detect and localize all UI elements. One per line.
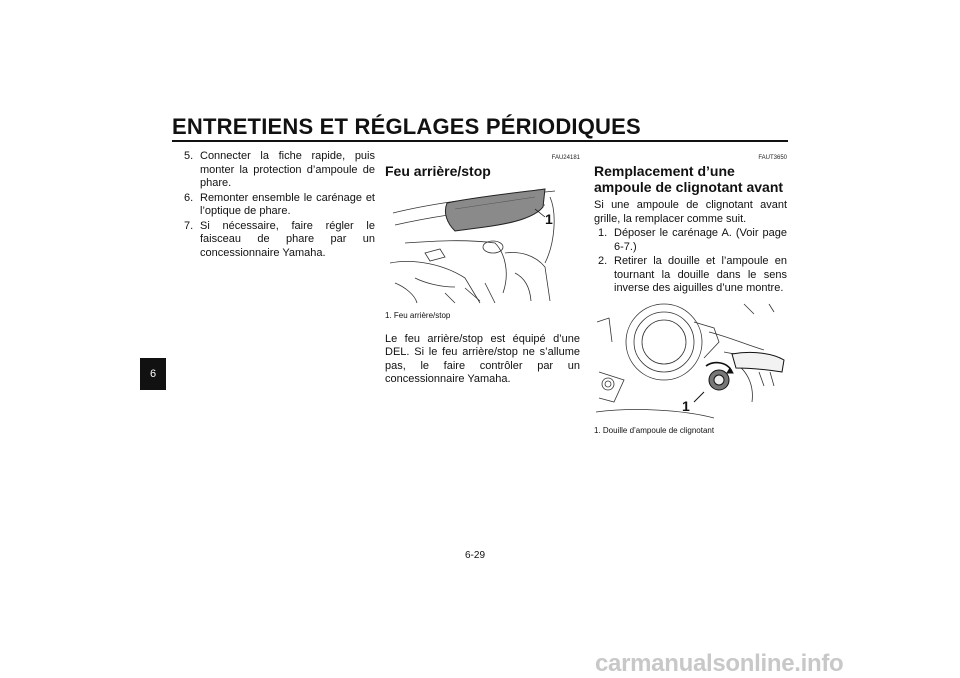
section-paragraph: Le feu arrière/stop est équipé d’une DEL. Si le feu arrière/stop ne s’allume pas, le faire contrôler par un concessionnaire Yamaha. (385, 332, 580, 385)
tail-light-illustration (385, 183, 580, 305)
figure-callout: 1 (545, 211, 553, 227)
list-item: 5. Connecter la fiche rapide, puis monter la protection d’ampoule de phare. (184, 150, 375, 189)
chapter-tab: 6 (140, 358, 166, 390)
section-intro: Si une ampoule de clignotant avant grille, la remplacer comme suit. (594, 199, 787, 225)
page-number: 6-29 (465, 550, 486, 561)
section-heading: Feu arrière/stop (385, 163, 491, 179)
tail-light-figure (385, 183, 580, 305)
turn-signal-figure (594, 302, 787, 420)
turn-signal-illustration (594, 302, 787, 420)
list-item: 7. Si nécessaire, faire régler le faisceau de phare par un concessionnaire Yamaha. (184, 219, 375, 259)
figure-caption: 1. Douille d’ampoule de clignotant (594, 425, 715, 435)
section-code: FAUT3650 (758, 155, 787, 161)
turn-signal-section (594, 152, 787, 437)
list-item: 2. Retirer la douille et l’ampoule en tournant la douille dans le sens inverse des aiguilles d’une montre. (598, 255, 787, 294)
figure-caption: 1. Feu arrière/stop (385, 311, 451, 320)
section-code: FAU24181 (551, 155, 580, 161)
list-item: 1. Déposer le carénage A. (Voir page 6-7.) (598, 227, 787, 253)
left-steps-list (180, 150, 375, 260)
left-column (180, 150, 375, 261)
figure-callout: 1 (682, 397, 690, 414)
tail-light-section (385, 152, 580, 387)
page-title: ENTRETIENS ET RÉGLAGES PÉRIODIQUES (172, 114, 641, 139)
header-rule (172, 140, 788, 142)
watermark: carmanualsonline.info (595, 650, 844, 677)
turn-signal-steps-list (594, 227, 787, 296)
section-heading: Remplacement d’une ampoule de clignotant avant (594, 163, 784, 195)
list-item: 6. Remonter ensemble le carénage et l’optique de phare. (184, 191, 375, 217)
